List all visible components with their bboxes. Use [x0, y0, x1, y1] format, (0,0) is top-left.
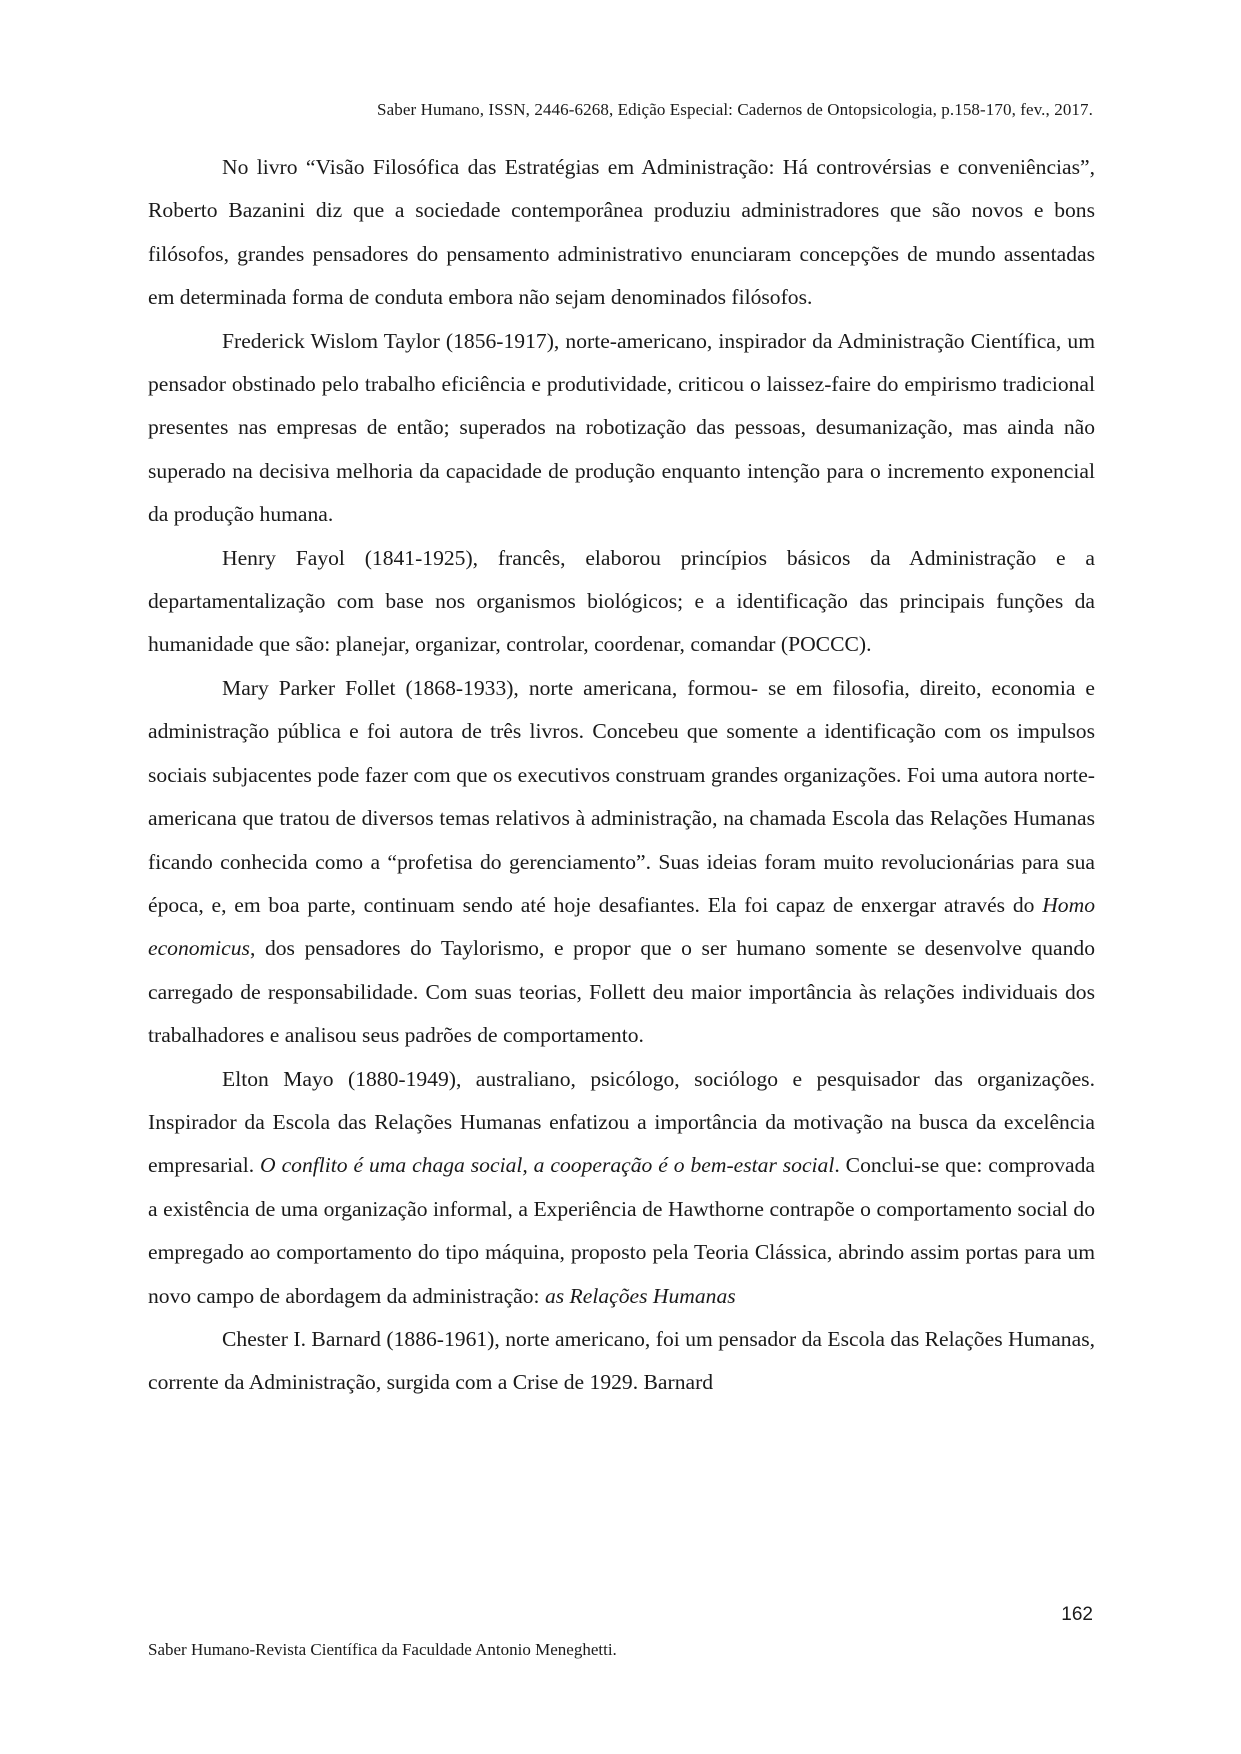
paragraph-mayo-text-a: Elton Mayo (1880-1949), australiano, psicólogo, sociólogo e pesquisador das organizações. Inspirador da Escola das Relações Humanas enfatizou a importância da motivação na busca da excelência empresarial.: [148, 1066, 1095, 1178]
running-header: Saber Humano, ISSN, 2446-6268, Edição Especial: Cadernos de Ontopsicologia, p.158-170, fev., 2017.: [377, 100, 1093, 119]
journal-footer: Saber Humano-Revista Científica da Faculdade Antonio Meneghetti.: [148, 1640, 617, 1659]
paragraph-follet-text-b: , dos pensadores do Taylorismo, e propor que o ser humano somente se desenvolve quando carregado de responsabilidade. Com suas teorias, Follett deu maior importância às relações individuais dos trabalhadores e analisou seus padrões de comportamento.: [148, 936, 1095, 1048]
paragraph-taylor: Frederick Wislom Taylor (1856-1917), norte-americano, inspirador da Administração Científica, um pensador obstinado pelo trabalho eficiência e produtividade, criticou o laissez-faire do empirismo tradicional presentes nas empresas de então; superados na robotização das pessoas, desumanização, mas ainda não superado na decisiva melhoria da capacidade de produção enquanto intenção para o incremento exponencial da produção humana.: [148, 328, 1095, 527]
paragraph-mayo-text-b: . Conclui-se que: comprovada a existência de uma organização informal, a Experiência de Hawthorne contrapõe o comportamento social do empregado ao comportamento do tipo máquina, proposto pela Teoria Clássica, abrindo assim portas para um novo campo de abordagem da administração:: [148, 1153, 1095, 1308]
paragraph-follet-text-a: Mary Parker Follet (1868-1933), norte americana, formou- se em filosofia, direito, economia e administração pública e foi autora de três livros. Concebeu que somente a identificação com os impulsos sociais subjacentes pode fazer com que os executivos construam grandes organizações. Foi uma autora norte-americana que tratou de diversos temas relativos à administração, na chamada Escola das Relações Humanas ficando conhecida como a “profetisa do gerenciamento”. Suas ideias foram muito revolucionárias para sua época, e, em boa parte, continuam sendo até hoje desafiantes. Ela foi capaz de enxergar através do: [148, 675, 1095, 917]
paragraph-mayo-italic-a: O conflito é uma chaga social, a cooperação é o bem-estar social: [260, 1153, 835, 1178]
article-body: [148, 146, 1095, 1405]
paragraph-mayo-italic-b: as Relações Humanas: [544, 1283, 736, 1308]
paragraph-mayo: [148, 1058, 1095, 1318]
paragraph-follet-italic-a: Homo economicus: [148, 892, 1095, 961]
paragraph-barnard: Chester I. Barnard (1886-1961), norte americano, foi um pensador da Escola das Relações Humanas, corrente da Administração, surgida com a Crise de 1929. Barnard: [148, 1326, 1095, 1395]
paragraph-bazanini: No livro “Visão Filosófica das Estratégias em Administração: Há controvérsias e conveniências”, Roberto Bazanini diz que a sociedade contemporânea produziu administradores que são novos e bons filósofos, grandes pensadores do pensamento administrativo enunciaram concepções de mundo assentadas em determinada forma de conduta embora não sejam denominados filósofos.: [148, 155, 1095, 310]
paragraph-follet: [148, 667, 1095, 1058]
page-number: 162: [1061, 1604, 1093, 1625]
paragraph-fayol: Henry Fayol (1841-1925), francês, elaborou princípios básicos da Administração e a departamentalização com base nos organismos biológicos; e a identificação das principais funções da humanidade que são: planejar, organizar, controlar, coordenar, comandar (POCCC).: [148, 545, 1095, 657]
